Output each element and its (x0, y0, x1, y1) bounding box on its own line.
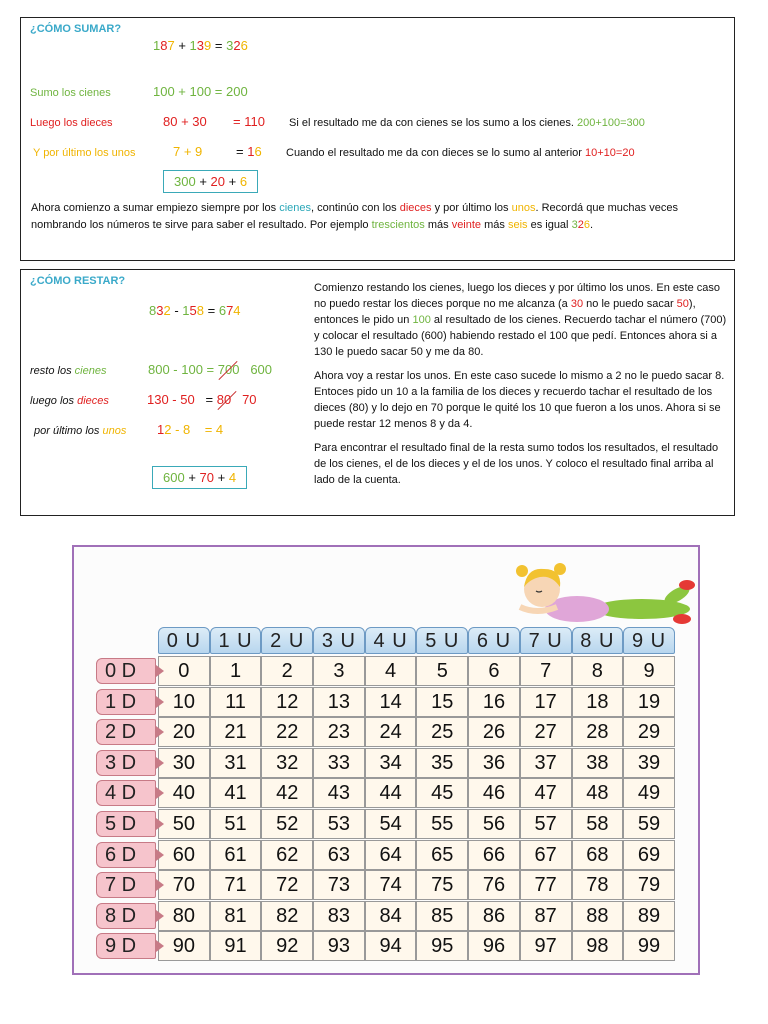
tens-label-7: 7 D (96, 872, 156, 898)
number-cell: 28 (572, 717, 624, 747)
number-cell: 62 (261, 840, 313, 870)
number-cell: 44 (365, 778, 417, 808)
sumar-explanation: Ahora comienzo a sumar empiezo siempre por los cienes, continúo con los dieces y por último los unos. Recordá que muchas veces nombrando los números te sirve para saber el resultado. Por ejemplo trescientos más veinte más seis es igual 326. (31, 202, 678, 231)
number-cell: 40 (158, 778, 210, 808)
tens-label-8: 8 D (96, 903, 156, 929)
number-cell: 93 (313, 931, 365, 961)
number-cell: 74 (365, 870, 417, 900)
number-cell: 79 (623, 870, 675, 900)
number-cell: 63 (313, 840, 365, 870)
number-cell: 13 (313, 687, 365, 717)
number-cell: 76 (468, 870, 520, 900)
number-cell: 37 (520, 748, 572, 778)
sumar-row-dieces-calc: 80 + 30 (163, 114, 207, 129)
grid-row-5 (96, 809, 675, 839)
grid-row-4 (96, 778, 675, 808)
number-cell: 18 (572, 687, 624, 717)
number-cell: 66 (468, 840, 520, 870)
sumar-result-box: 300 + 20 + 6 (163, 170, 258, 193)
tens-label-0: 0 D (96, 658, 156, 684)
tens-label-6: 6 D (96, 842, 156, 868)
number-cell: 75 (416, 870, 468, 900)
number-cell: 32 (261, 748, 313, 778)
number-cell: 19 (623, 687, 675, 717)
number-cell: 31 (210, 748, 262, 778)
number-cell: 45 (416, 778, 468, 808)
restar-equation: 832 - 158 = 674 (149, 303, 241, 318)
number-cell: 51 (210, 809, 262, 839)
number-cell: 50 (158, 809, 210, 839)
grid-row-0 (96, 656, 675, 686)
unit-header-8: 8 U (572, 627, 624, 654)
sumar-row-unos-label: Y por último los unos (33, 147, 136, 159)
number-cell: 29 (623, 717, 675, 747)
sumar-row-cienes-label: Sumo los cienes (30, 87, 111, 99)
number-cell: 21 (210, 717, 262, 747)
number-cell: 88 (572, 901, 624, 931)
sumar-row-dieces-note: Si el resultado me da con cienes se los sumo a los cienes. 200+100=300 (289, 117, 645, 129)
grid-row-9 (96, 931, 675, 961)
number-cell: 4 (365, 656, 417, 686)
number-cell: 48 (572, 778, 624, 808)
sumar-row-dieces-result: = 110 (233, 114, 265, 129)
number-cell: 3 (313, 656, 365, 686)
unit-header-7: 7 U (520, 627, 572, 654)
number-cell: 42 (261, 778, 313, 808)
grid-row-1 (96, 687, 675, 717)
grid-row-8 (96, 901, 675, 931)
number-cell: 73 (313, 870, 365, 900)
number-cell: 17 (520, 687, 572, 717)
number-cell: 94 (365, 931, 417, 961)
number-cell: 57 (520, 809, 572, 839)
sumar-row-unos-note: Cuando el resultado me da con dieces se lo sumo al anterior 10+10=20 (286, 147, 635, 159)
number-cell: 5 (416, 656, 468, 686)
number-cell: 85 (416, 901, 468, 931)
number-cell: 16 (468, 687, 520, 717)
number-cell: 43 (313, 778, 365, 808)
number-cell: 26 (468, 717, 520, 747)
number-cell: 24 (365, 717, 417, 747)
number-cell: 7 (520, 656, 572, 686)
number-cell: 80 (158, 901, 210, 931)
number-cell: 49 (623, 778, 675, 808)
tens-label-4: 4 D (96, 780, 156, 806)
grid-row-2 (96, 717, 675, 747)
unit-header-6: 6 U (468, 627, 520, 654)
number-cell: 11 (210, 687, 262, 717)
sumar-box (20, 17, 735, 261)
unit-header-1: 1 U (210, 627, 262, 654)
sumar-row-dieces-label: Luego los dieces (30, 117, 113, 129)
number-cell: 99 (623, 931, 675, 961)
number-cell: 77 (520, 870, 572, 900)
number-cell: 59 (623, 809, 675, 839)
number-cell: 56 (468, 809, 520, 839)
restar-paragraph-3: Para encontrar el resultado final de la resta sumo todos los resultados, el resultado de los cienes, el de los dieces y el de los unos. Y coloco el resultado final arriba al lado de la cuenta. (314, 442, 719, 486)
number-cell: 81 (210, 901, 262, 931)
number-cell: 22 (261, 717, 313, 747)
number-cell: 69 (623, 840, 675, 870)
number-cell: 70 (158, 870, 210, 900)
restar-box (20, 269, 735, 516)
number-cell: 23 (313, 717, 365, 747)
number-cell: 87 (520, 901, 572, 931)
number-cell: 39 (623, 748, 675, 778)
tens-label-5: 5 D (96, 811, 156, 837)
restar-row-cienes-label: resto los cienes (30, 365, 107, 377)
number-cell: 10 (158, 687, 210, 717)
number-cell: 27 (520, 717, 572, 747)
number-cell: 0 (158, 656, 210, 686)
restar-row-unos-label: por último los unos (34, 425, 127, 437)
number-cell: 95 (416, 931, 468, 961)
number-cell: 64 (365, 840, 417, 870)
number-cell: 30 (158, 748, 210, 778)
number-cell: 38 (572, 748, 624, 778)
number-cell: 14 (365, 687, 417, 717)
number-cell: 71 (210, 870, 262, 900)
tens-label-2: 2 D (96, 719, 156, 745)
number-cell: 12 (261, 687, 313, 717)
sumar-title: ¿CÓMO SUMAR? (30, 23, 122, 35)
girl-illustration (482, 557, 697, 632)
number-cell: 36 (468, 748, 520, 778)
number-cell: 52 (261, 809, 313, 839)
number-cell: 98 (572, 931, 624, 961)
number-cell: 47 (520, 778, 572, 808)
number-cell: 15 (416, 687, 468, 717)
sumar-equation: 187 + 139 = 326 (153, 38, 248, 53)
unit-header-2: 2 U (261, 627, 313, 654)
restar-result-box: 600 + 70 + 4 (152, 466, 247, 489)
number-cell: 61 (210, 840, 262, 870)
number-cell: 86 (468, 901, 520, 931)
number-cell: 83 (313, 901, 365, 931)
tens-label-9: 9 D (96, 933, 156, 959)
number-cell: 35 (416, 748, 468, 778)
number-cell: 20 (158, 717, 210, 747)
number-cell: 6 (468, 656, 520, 686)
tens-label-1: 1 D (96, 689, 156, 715)
number-cell: 54 (365, 809, 417, 839)
grid-row-3 (96, 748, 675, 778)
number-cell: 34 (365, 748, 417, 778)
unit-header-4: 4 U (365, 627, 417, 654)
number-cell: 9 (623, 656, 675, 686)
sumar-row-cienes-calc: 100 + 100 = 200 (153, 84, 248, 99)
units-header-row (158, 627, 675, 654)
number-cell: 8 (572, 656, 624, 686)
number-cell: 96 (468, 931, 520, 961)
number-cell: 92 (261, 931, 313, 961)
sumar-row-unos-calc: 7 + 9 (173, 144, 203, 159)
grid-row-7 (96, 870, 675, 900)
restar-row-dieces-calc: 130 - 50 = 80 70 (147, 392, 257, 407)
number-cell: 58 (572, 809, 624, 839)
tens-units-chart (72, 545, 700, 975)
unit-header-5: 5 U (416, 627, 468, 654)
number-cell: 25 (416, 717, 468, 747)
number-cell: 2 (261, 656, 313, 686)
number-cell: 60 (158, 840, 210, 870)
unit-header-0: 0 U (158, 627, 210, 654)
number-cell: 55 (416, 809, 468, 839)
restar-title: ¿CÓMO RESTAR? (30, 275, 126, 287)
sumar-row-unos-result: = 16 (236, 144, 262, 159)
grid-row-6 (96, 840, 675, 870)
number-cell: 82 (261, 901, 313, 931)
restar-row-dieces-label: luego los dieces (30, 395, 109, 407)
number-cell: 78 (572, 870, 624, 900)
number-cell: 33 (313, 748, 365, 778)
number-cell: 41 (210, 778, 262, 808)
number-cell: 84 (365, 901, 417, 931)
number-cell: 91 (210, 931, 262, 961)
restar-explanation (314, 280, 729, 496)
number-cell: 65 (416, 840, 468, 870)
unit-header-9: 9 U (623, 627, 675, 654)
restar-row-unos-calc: 12 - 8 = 4 (157, 422, 224, 437)
restar-paragraph-1: Comienzo restando los cienes, luego los dieces y por último los unos. En este caso no puedo restar los dieces porque no me alcanza (a 30 no le puedo sacar 50), entonces le pido un 100 al resultado de los cienes. Recuerdo tachar el número (700) y colocar el resultado (600) habiendo restado el 100 que pedí. Entonces ahora si a 130 le puedo sacar 50 y me da 80. (314, 282, 727, 358)
number-cell: 97 (520, 931, 572, 961)
number-cell: 67 (520, 840, 572, 870)
unit-header-3: 3 U (313, 627, 365, 654)
number-cell: 72 (261, 870, 313, 900)
number-cell: 1 (210, 656, 262, 686)
number-cell: 68 (572, 840, 624, 870)
restar-row-cienes-calc: 800 - 100 = 700 600 (148, 362, 273, 377)
tens-label-3: 3 D (96, 750, 156, 776)
number-cell: 53 (313, 809, 365, 839)
number-cell: 89 (623, 901, 675, 931)
restar-paragraph-2: Ahora voy a restar los unos. En este caso sucede lo mismo a 2 no le puedo sacar 8. Entoces pido un 10 a la familia de los dieces y recuerdo tachar el resultado de los dieces (80) y lo dejo en 70 porque le quité los 10 que fueron a los unos. Ahora si se puede restar 12 menos 8 y da 4. (314, 370, 725, 430)
number-cell: 46 (468, 778, 520, 808)
number-cell: 90 (158, 931, 210, 961)
